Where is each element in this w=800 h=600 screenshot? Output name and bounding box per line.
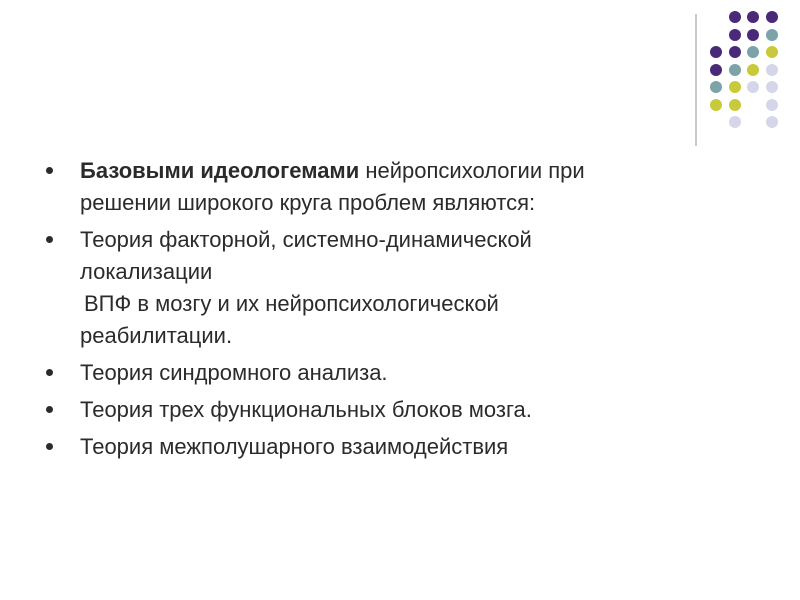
bullet-text-bold: Базовыми идеологемами [80, 158, 360, 183]
bullet-dot-icon [46, 406, 53, 413]
decorative-dot [729, 64, 741, 76]
bullet-item [46, 394, 706, 426]
bullet-line [80, 288, 706, 320]
decorative-dot [729, 11, 741, 23]
bullet-line [80, 394, 706, 426]
bullet-text: Теория факторной, системно-динамической [80, 227, 532, 252]
bullet-text: ВПФ в мозгу и их нейропсихологической [84, 291, 499, 316]
decorative-dot [747, 11, 759, 23]
bullet-text: Теория межполушарного взаимодействия [80, 434, 509, 459]
bullet-item [46, 224, 706, 352]
bullet-line [80, 357, 706, 389]
decorative-dot [710, 81, 722, 93]
bullet-dot-icon [46, 369, 53, 376]
bullet-line [80, 187, 706, 219]
bullet-list [46, 155, 706, 468]
decorative-dot-empty [710, 116, 722, 128]
decorative-dot-empty [710, 11, 722, 23]
decorative-dot [747, 81, 759, 93]
bullet-dot-icon [46, 167, 53, 174]
decorative-dot [747, 64, 759, 76]
decorative-dot-empty [747, 99, 759, 111]
bullet-text: решении широкого круга проблем являются: [80, 190, 536, 215]
bullet-line [80, 256, 706, 288]
decorative-dot [766, 81, 778, 93]
decorative-dot [766, 116, 778, 128]
decorative-dot [747, 46, 759, 58]
decorative-divider-line [695, 14, 697, 146]
decorative-dot [766, 64, 778, 76]
bullet-line [80, 155, 706, 187]
bullet-text: Теория трех функциональных блоков мозга. [80, 397, 532, 422]
decorative-dot-empty [747, 116, 759, 128]
bullet-dot-icon [46, 236, 53, 243]
decorative-dot [710, 46, 722, 58]
bullet-line [80, 320, 706, 352]
bullet-item [46, 155, 706, 219]
decorative-dot [729, 99, 741, 111]
bullet-text: локализации [80, 259, 213, 284]
bullet-text: реабилитации. [80, 323, 233, 348]
bullet-text: Теория синдромного анализа. [80, 360, 388, 385]
decorative-dot-empty [710, 29, 722, 41]
decorative-dot [729, 46, 741, 58]
bullet-item [46, 357, 706, 389]
bullet-item [46, 431, 706, 463]
bullet-dot-icon [46, 443, 53, 450]
bullet-text: нейропсихологии при [359, 158, 585, 183]
decorative-dot [766, 99, 778, 111]
decorative-dot [766, 11, 778, 23]
decorative-dot [729, 81, 741, 93]
decorative-dot-grid [710, 11, 778, 128]
decorative-dot [710, 99, 722, 111]
decorative-dot [766, 46, 778, 58]
decorative-dot [766, 29, 778, 41]
decorative-dot [729, 116, 741, 128]
decorative-dot [729, 29, 741, 41]
decorative-dot [747, 29, 759, 41]
bullet-line [80, 224, 706, 256]
bullet-line [80, 431, 706, 463]
decorative-dot [710, 64, 722, 76]
